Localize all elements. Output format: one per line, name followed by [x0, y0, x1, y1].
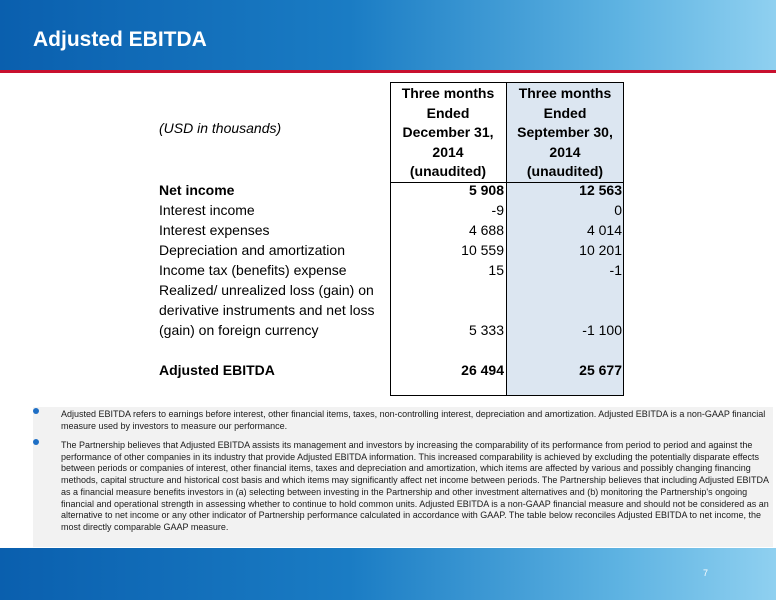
column-header-line: (unaudited): [409, 163, 487, 179]
column-header-line: December 31,: [402, 124, 494, 140]
column-header-dec-2014: [391, 84, 505, 182]
row-label: Income tax (benefits) expense: [159, 262, 347, 278]
value-sep-2014: 12 563: [579, 182, 622, 198]
page-number: 7: [702, 568, 708, 578]
value-dec-2014: 4 688: [468, 222, 504, 238]
column-header-line: Three months: [401, 85, 495, 101]
table-row-interest-expenses: [0, 222, 776, 242]
column-header-line: 2014: [432, 143, 464, 160]
table-row-realized-loss-line1: [0, 282, 776, 302]
note-definition: Adjusted EBITDA refers to earnings before interest, other financial items, taxes, non-controlling interest, depreciation and amortization. Adjusted EBITDA is a non-GAAP financial measure used by investors to measure our performance.: [61, 409, 766, 431]
row-label: (gain) on foreign currency: [159, 322, 319, 338]
column-header-line: Three months: [518, 85, 612, 101]
units-label: (USD in thousands): [159, 120, 282, 136]
column-header-sep-2014: [507, 84, 623, 182]
footer-bar: [0, 548, 776, 600]
column-header-line: (unaudited): [526, 163, 604, 179]
value-dec-2014: 10 559: [461, 242, 504, 258]
table-row-net-income: [0, 182, 776, 202]
value-dec-2014: -9: [491, 202, 504, 218]
page-title: Adjusted EBITDA: [33, 28, 207, 51]
note-rationale: The Partnership believes that Adjusted EBITDA assists its management and investors by increasing the comparability of its performance from period to period and against the performance of other companies in its industry that provide Adjusted EBITDA information. This increased comparability is achieved by excluding the potentially disparate effects between periods or companies of interest, other financial items, taxes and depreciation and amortization, which items are affected by various and possibly changing financing methods, capital structure and historical cost basis and which items may significantly affect net income between periods. The Partnership believes that including Adjusted EBITDA as a financial measure benefits investors in (a) selecting between investing in the Partnership and other investment alternatives and (b) monitoring the Partnership's ongoing financial and operational strength in assessing whether to continue to hold common units. Adjusted EBITDA is a non-GAAP financial measure and should not be considered as an alternative to net income or any other indicator of Partnership performance calculated in accordance with GAAP. The table below reconciles Adjusted EBITDA to net income, the most directly comparable GAAP measure.: [61, 440, 769, 532]
row-label: Adjusted EBITDA: [159, 362, 275, 378]
row-label: derivative instruments and net loss: [159, 302, 375, 318]
column-header-line: September 30,: [517, 124, 613, 140]
table-row-adjusted-ebitda: [0, 362, 776, 382]
value-sep-2014: -1 100: [582, 322, 622, 338]
column-header-line: 2014: [549, 143, 581, 160]
bullet-icon: [33, 439, 39, 445]
table-row-income-tax: [0, 262, 776, 282]
row-label: Realized/ unrealized loss (gain) on: [159, 282, 374, 298]
value-sep-2014: 0: [614, 202, 622, 218]
bullet-icon: [33, 408, 39, 414]
value-dec-2014: 5 908: [468, 182, 504, 198]
value-sep-2014: 10 201: [579, 242, 622, 258]
table-row-foreign-currency: [0, 322, 776, 342]
row-label: Net income: [159, 182, 235, 198]
column-header-line: Ended: [426, 104, 470, 121]
table-row-interest-income: [0, 202, 776, 222]
value-sep-2014: 25 677: [579, 362, 622, 378]
notes-panel: [33, 407, 773, 547]
value-sep-2014: 4 014: [586, 222, 622, 238]
value-sep-2014: -1: [609, 262, 622, 278]
value-dec-2014: 5 333: [468, 322, 504, 338]
row-label: Interest income: [159, 202, 255, 218]
row-label: Depreciation and amortization: [159, 242, 345, 258]
value-dec-2014: 26 494: [461, 362, 504, 378]
column-header-line: Ended: [543, 104, 587, 121]
table-row-depreciation: [0, 242, 776, 262]
row-label: Interest expenses: [159, 222, 270, 238]
value-dec-2014: 15: [488, 262, 504, 278]
header-divider: [0, 70, 776, 73]
table-row-realized-loss-line2: [0, 302, 776, 322]
